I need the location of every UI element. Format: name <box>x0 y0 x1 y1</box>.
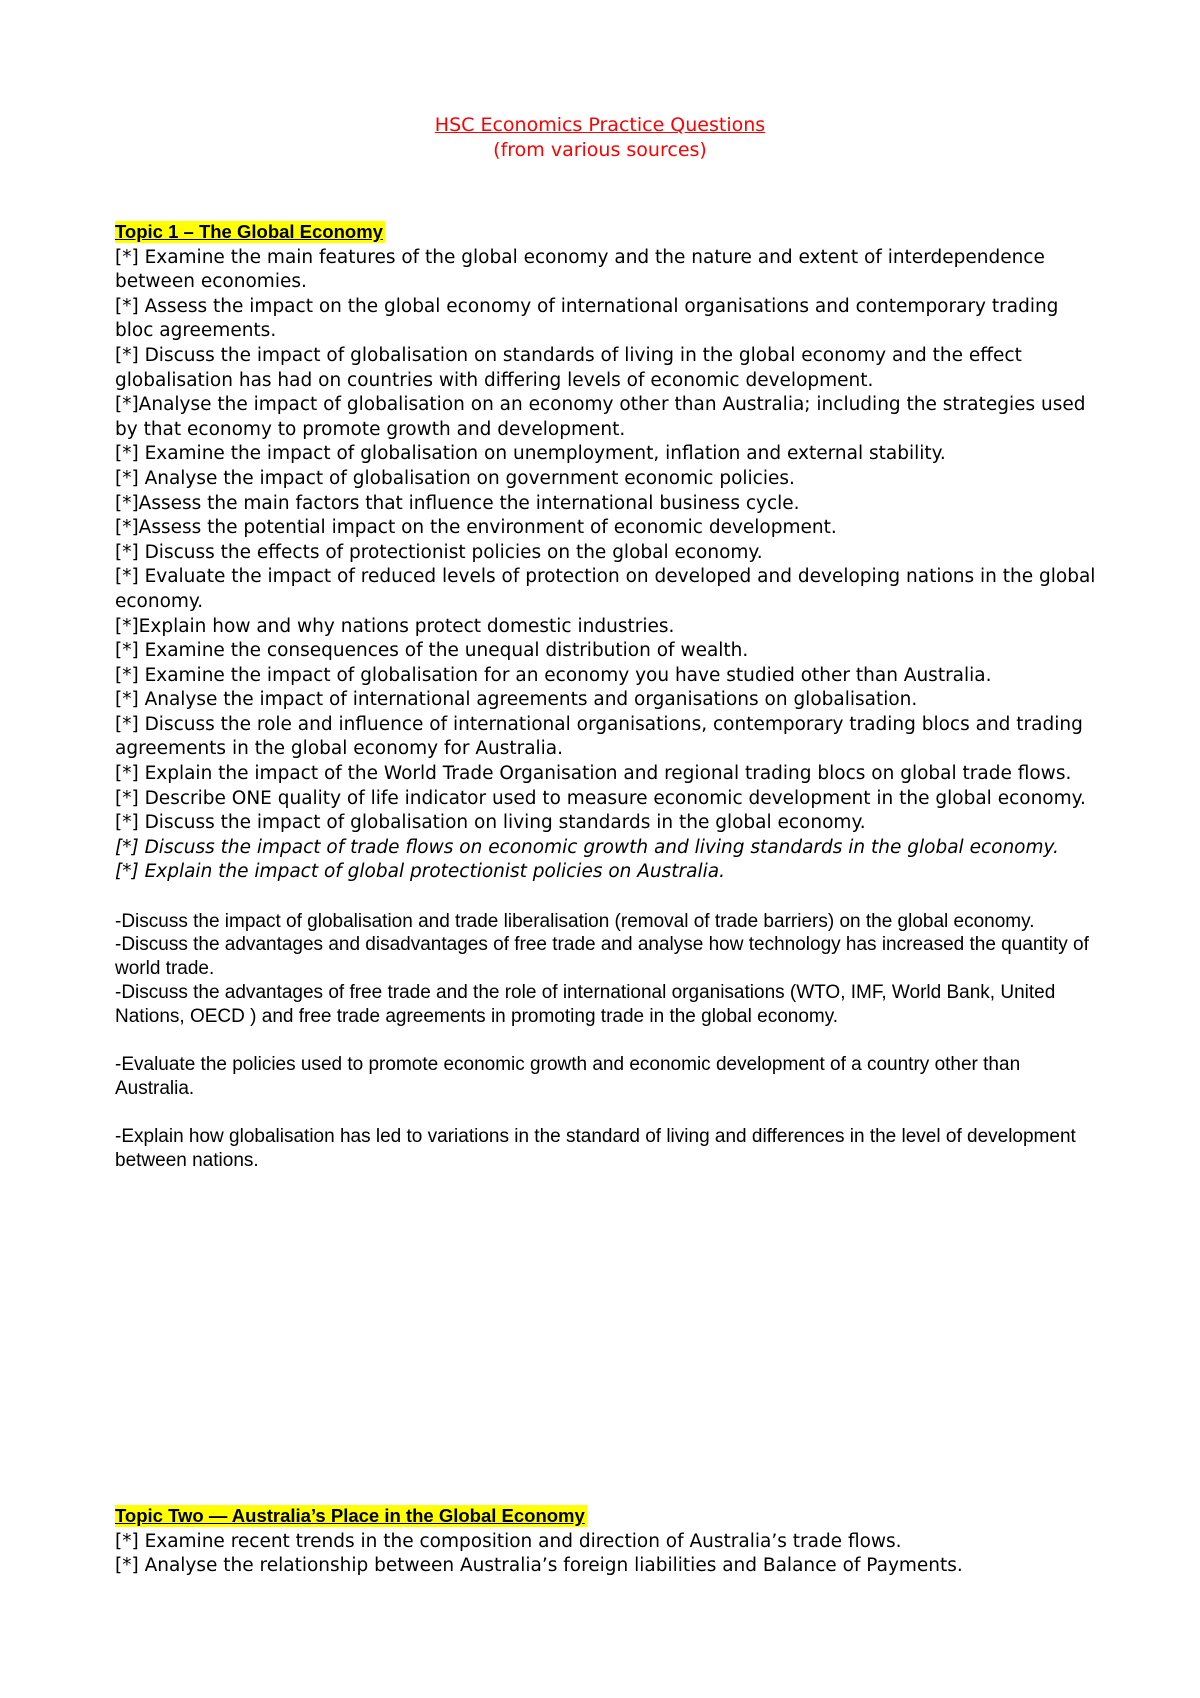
question-item: [*] Discuss the impact of globalisation on living standards in the global economy. <box>115 812 866 834</box>
topic-1-heading: Topic 1 – The Global Economy <box>115 221 383 242</box>
dash-question-item: -Discuss the advantages and disadvantages of free trade and analyse how technology has increased the quantity of world trade. <box>115 934 1089 980</box>
question-item: [*]Analyse the impact of globalisation on an economy other than Australia; including the strategies used by that economy to promote growth and development. <box>115 394 1086 440</box>
question-item: [*]Explain how and why nations protect domestic industries. <box>115 615 675 637</box>
spacer <box>115 1101 1100 1126</box>
question-item-italic: [*] Discuss the impact of trade flows on economic growth and living standards in the global economy. <box>115 836 1059 858</box>
question-item-italic: [*] Explain the impact of global protectionist policies on Australia. <box>115 861 725 883</box>
document-title-block <box>0 113 1200 163</box>
document-title: HSC Economics Practice Questions <box>434 114 766 136</box>
document-subtitle: (from various sources) <box>493 139 707 161</box>
question-item: [*] Analyse the impact of globalisation on government economic policies. <box>115 467 795 489</box>
topic-2-section <box>115 1505 1100 1579</box>
spacer <box>115 885 1100 910</box>
dash-question-item: -Evaluate the policies used to promote economic growth and economic development of a country other than Australia. <box>115 1054 1021 1099</box>
question-item: [*] Discuss the effects of protectionist policies on the global economy. <box>115 541 763 563</box>
question-item: [*] Examine the consequences of the unequal distribution of wealth. <box>115 640 749 662</box>
spacer <box>115 1029 1100 1054</box>
question-item: [*]Assess the potential impact on the environment of economic development. <box>115 517 837 539</box>
question-item: [*] Examine recent trends in the composition and direction of Australia’s trade flows. <box>115 1530 902 1552</box>
question-item: [*] Explain the impact of the World Trade Organisation and regional trading blocs on global trade flows. <box>115 763 1072 785</box>
question-item: [*]Assess the main factors that influence the international business cycle. <box>115 492 800 514</box>
question-item: [*] Discuss the role and influence of international organisations, contemporary trading blocs and trading agreements in the global economy for Australia. <box>115 713 1083 760</box>
dash-question-group-b <box>115 1053 1100 1101</box>
dash-question-item: -Discuss the advantages of free trade and the role of international organisations (WTO, IMF, World Bank, United Nations, OECD ) and free trade agreements in promoting trade in the global economy. <box>115 982 1056 1027</box>
question-item: [*] Analyse the impact of international agreements and organisations on globalisation. <box>115 689 918 711</box>
topic-2-heading: Topic Two — Australia’s Place in the Global Economy <box>115 1505 585 1526</box>
question-item: [*] Evaluate the impact of reduced levels of protection on developed and developing nations in the global economy. <box>115 566 1096 612</box>
dash-question-group-c <box>115 1125 1100 1173</box>
question-item: [*] Discuss the impact of globalisation on standards of living in the global economy and the effect globalisation has had on countries with differing levels of economic development. <box>115 344 1022 391</box>
question-item: [*] Assess the impact on the global economy of international organisations and contemporary trading bloc agreements. <box>115 295 1059 342</box>
question-item: [*] Examine the main features of the global economy and the nature and extent of interdependence between economies. <box>115 246 1045 293</box>
dash-question-item: -Discuss the impact of globalisation and trade liberalisation (removal of trade barriers) on the global economy. <box>115 910 1035 932</box>
dash-question-group-a <box>115 910 1100 1029</box>
question-item: [*] Examine the impact of globalisation on unemployment, inflation and external stability. <box>115 443 946 465</box>
topic-1-section <box>115 221 1100 1173</box>
question-item: [*] Examine the impact of globalisation for an economy you have studied other than Australia. <box>115 664 992 686</box>
dash-question-item: -Explain how globalisation has led to variations in the standard of living and differences in the level of development between nations. <box>115 1126 1076 1172</box>
question-item: [*] Describe ONE quality of life indicator used to measure economic development in the global economy. <box>115 787 1086 809</box>
question-item: [*] Analyse the relationship between Australia’s foreign liabilities and Balance of Payments. <box>115 1555 963 1577</box>
